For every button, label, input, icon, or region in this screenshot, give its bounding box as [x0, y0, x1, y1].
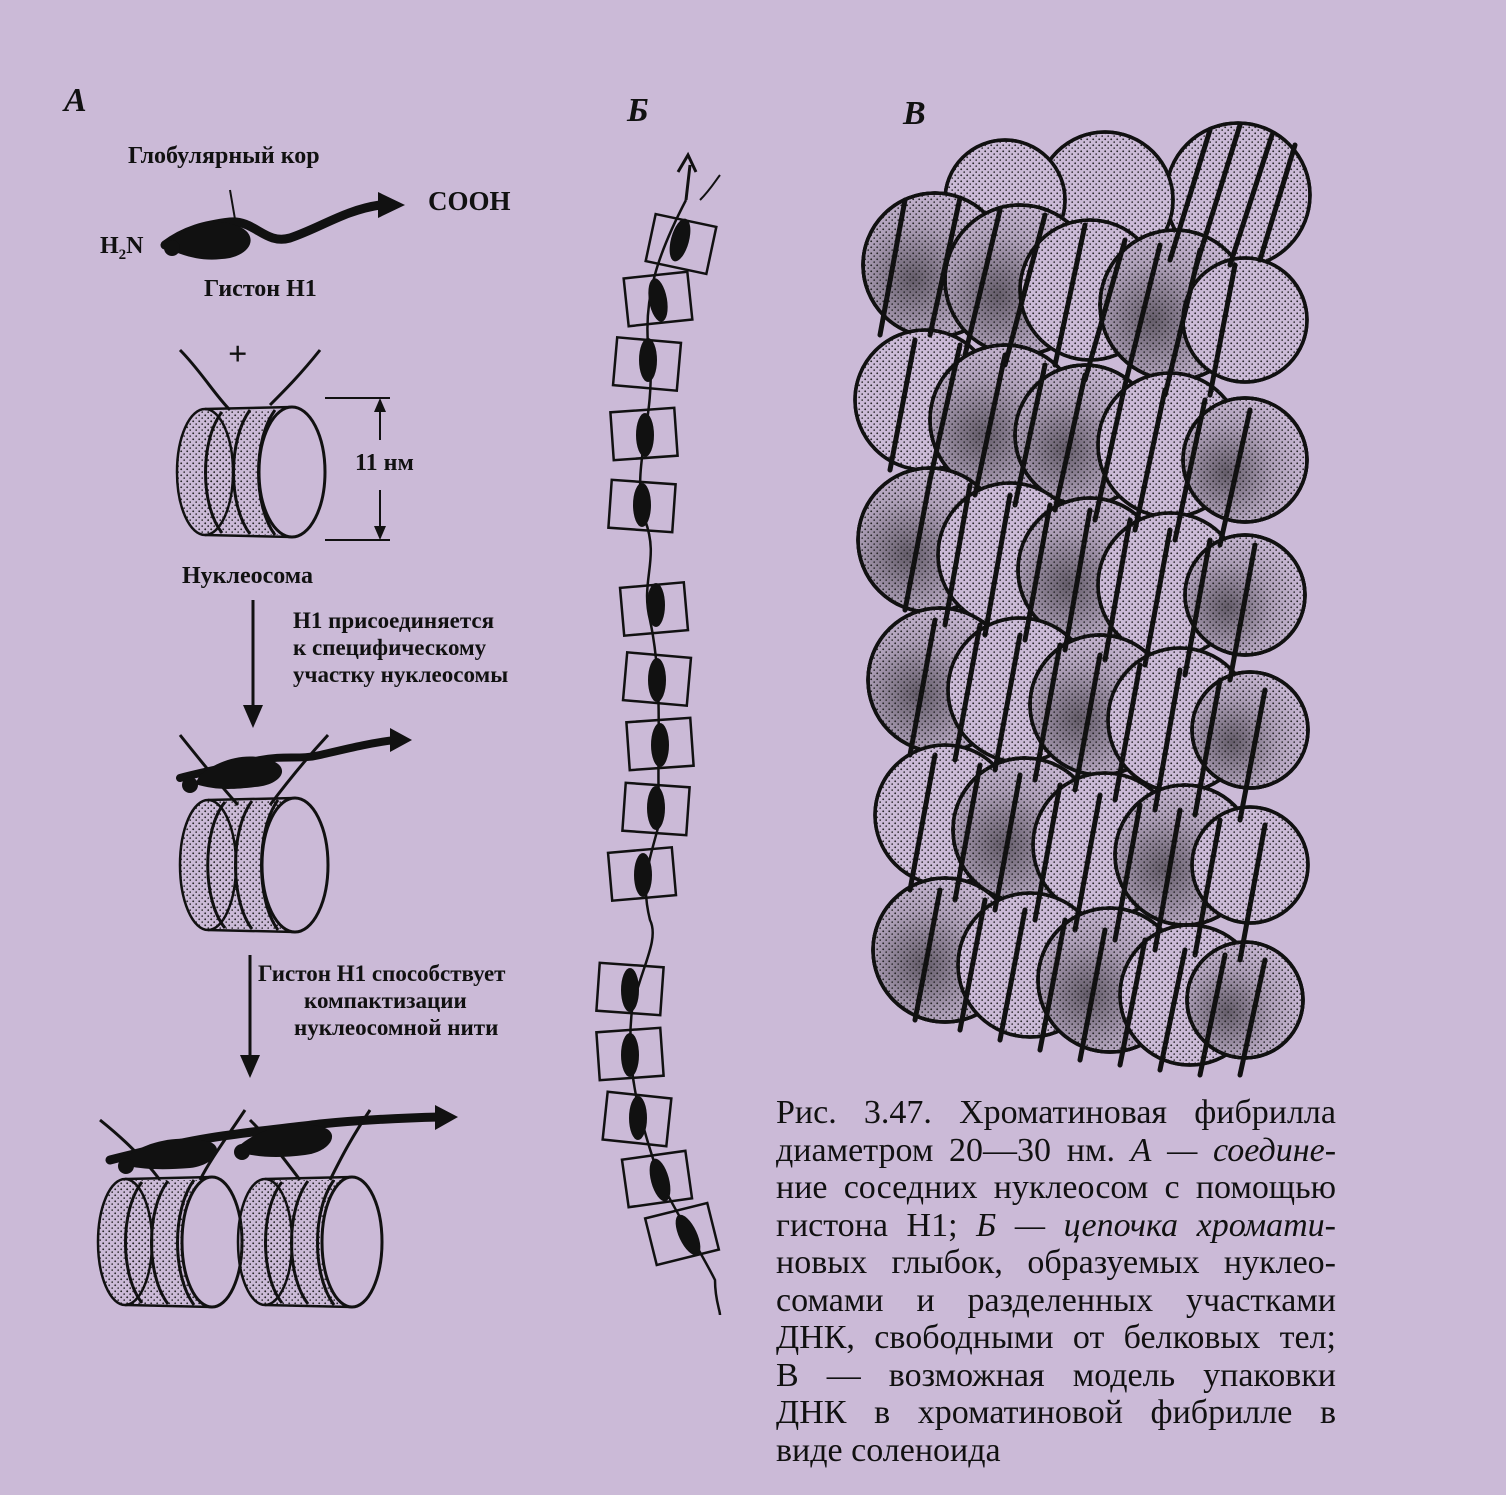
cooh-label: COOH — [428, 186, 511, 216]
h2n-subscript: 2 — [118, 246, 127, 263]
nucleosome-2-with-h1 — [180, 728, 412, 932]
caption-line-4-tail: Б — цепочка хромати- — [976, 1206, 1337, 1244]
size-label: 11 нм — [355, 450, 414, 476]
caption-line-6: сомами и разделенных участками — [776, 1281, 1336, 1319]
step2-line-3: нуклеосомной нити — [294, 1015, 499, 1040]
chromatin-chain — [596, 155, 720, 1315]
panel-c-letter: В — [903, 95, 926, 132]
caption-line-2-head: диаметром 20—30 нм. — [776, 1131, 1115, 1169]
step2-line-2: компактизации — [304, 988, 467, 1013]
linked-nucleosomes — [98, 1105, 458, 1307]
figure-caption — [776, 1094, 1336, 1469]
caption-line-2 — [776, 1132, 1336, 1170]
nucleosome-1 — [177, 350, 325, 537]
step2-line-1: Гистон H1 способствует — [258, 961, 506, 986]
h2n-n: N — [126, 233, 144, 259]
globular-core-label: Глобулярный кор — [128, 143, 320, 169]
caption-line-4 — [776, 1207, 1336, 1245]
step1-line-1: H1 присоединяется — [293, 608, 495, 633]
step1-line-3: участку нуклеосомы — [293, 662, 509, 687]
caption-line-4-head: гистона H1; — [776, 1206, 958, 1244]
histone-h1-molecule — [164, 190, 405, 260]
step1-line-2: к специфическому — [293, 635, 487, 660]
h2n-h: H — [100, 233, 119, 259]
caption-line-3: ние соседних нуклеосом с помощью — [776, 1169, 1336, 1206]
plus-sign: + — [228, 336, 248, 373]
solenoid-model — [855, 123, 1310, 1075]
nucleosome-label: Нуклеосома — [182, 563, 313, 589]
panel-a-letter: А — [64, 82, 87, 119]
step1-arrow — [243, 600, 263, 728]
caption-line-1: Рис. 3.47. Хроматиновая фибрилла — [776, 1094, 1336, 1131]
histone-h1-label: Гистон H1 — [204, 276, 317, 302]
step2-arrow — [240, 955, 260, 1078]
caption-line-9: ДНК в хроматиновой фибрилле в — [776, 1394, 1336, 1431]
caption-line-8: В — возможная модель упаковки — [776, 1356, 1336, 1394]
panel-b-letter: Б — [627, 92, 649, 129]
caption-line-7: ДНК, свободными от белковых тел; — [776, 1319, 1336, 1356]
caption-line-10: виде соленоида — [776, 1431, 1001, 1469]
caption-line-5: новых глыбок, образуемых нуклео- — [776, 1244, 1336, 1281]
size-dimension — [325, 398, 390, 540]
caption-line-2-tail: А — соедине- — [1130, 1131, 1337, 1169]
